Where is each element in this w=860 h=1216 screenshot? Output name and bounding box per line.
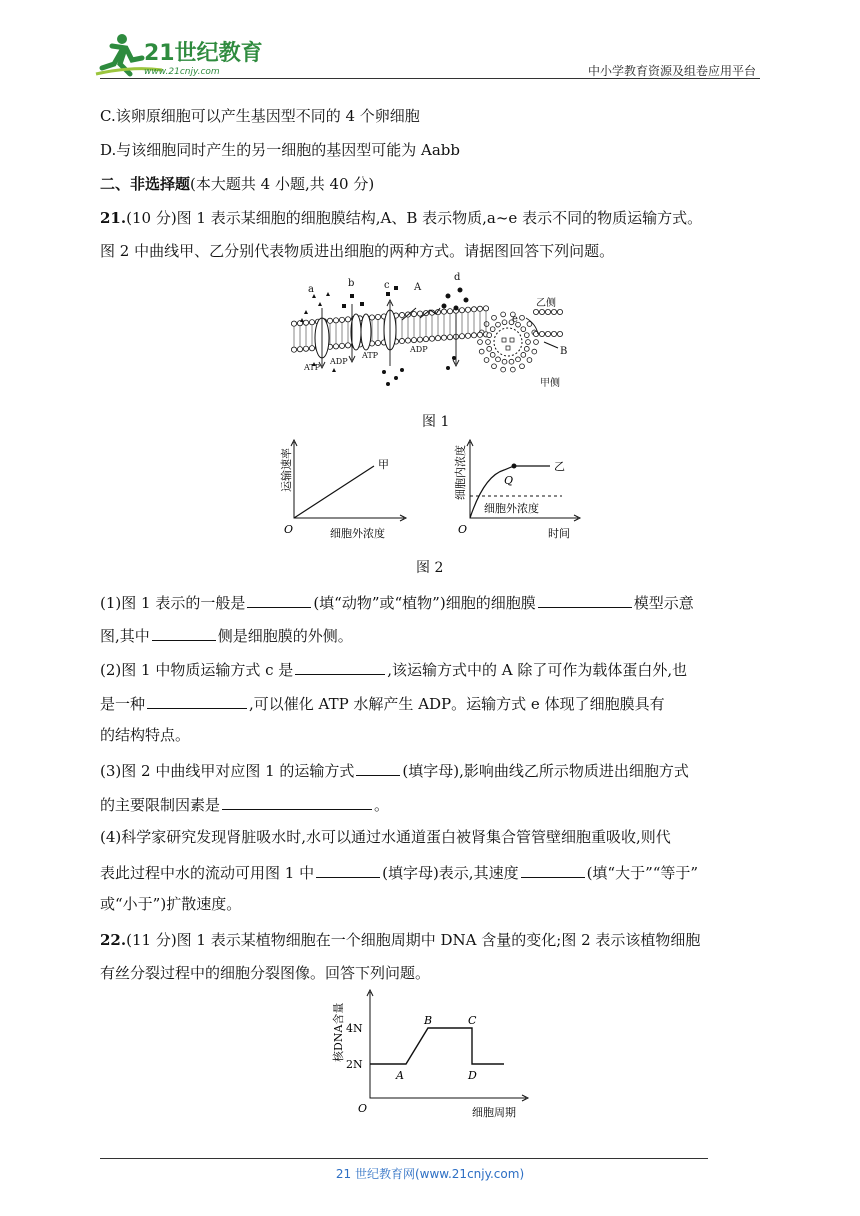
section-note: (本大题共 4 小题,共 40 分) [190, 175, 375, 193]
fig2-left-chart [278, 436, 418, 544]
q21-p3-text-d: 。 [374, 796, 390, 814]
q21-part2-line3: 的结构特点。 [100, 726, 191, 744]
q21-p1-text-e: 侧是细胞膜的外侧。 [217, 627, 353, 645]
q21-p4-text-b: 表此过程中水的流动可用图 1 中 [100, 864, 315, 882]
runner-logo-icon [92, 30, 262, 80]
fig2-right-origin: O [458, 523, 468, 536]
q21-part4-line1: (4)科学家研究发现肾脏吸水时,水可以通过水通道蛋白被肾集合管管壁细胞重吸收,则代 [100, 828, 671, 846]
point-d-label: D [468, 1069, 477, 1082]
vesicle-e [494, 328, 522, 356]
q21-part4-line2 [100, 861, 765, 883]
fig1-adp-1: ADP [330, 357, 348, 366]
q21-intro-1 [100, 208, 765, 228]
blank-6[interactable] [356, 759, 400, 776]
blank-2[interactable] [538, 591, 632, 608]
tick-2n: 2N [346, 1058, 363, 1071]
fig2-left-ylabel: 运输速率 [280, 448, 293, 492]
q22-ylabel: 核DNA含量 [332, 1002, 345, 1062]
fig2-left-xlabel: 细胞外浓度 [330, 527, 385, 540]
fig1-label-jia: 甲侧 [540, 378, 560, 389]
channel-b1 [351, 314, 361, 350]
fig1-atp-1: ATP [304, 363, 321, 372]
q22-origin: O [358, 1102, 368, 1115]
q21-p1-text-d: 图,其中 [100, 627, 150, 645]
fig2-left-curve-label: 甲 [378, 458, 389, 471]
section-title: 二、非选择题 [100, 175, 191, 193]
q21-part3-line1 [100, 759, 765, 781]
q21-intro-text-1: (10 分)图 1 表示某细胞的细胞膜结构,A、B 表示物质,a~e 表示不同的物质运输方式。 [126, 209, 703, 227]
q21-number: 21. [100, 209, 127, 227]
blank-3[interactable] [152, 624, 216, 641]
q21-p4-text-c: (填字母)表示,其速度 [382, 864, 519, 882]
q22-xlabel: 细胞周期 [472, 1106, 516, 1119]
point-a-label: A [396, 1069, 404, 1082]
fig1-atp-2: ATP [362, 351, 379, 360]
fig1-caption: 图 1 [422, 414, 450, 430]
fig2-right-dashed-label: 细胞外浓度 [484, 502, 539, 515]
q21-p1-text-b: (填“动物”或“植物”)细胞的细胞膜 [313, 594, 536, 612]
fig1-label-d: d [454, 272, 461, 283]
blank-4[interactable] [295, 658, 385, 675]
point-b-label: B [424, 1014, 433, 1027]
q21-part4-line3: 或“小于”)扩散速度。 [100, 895, 242, 913]
fig2-right-ylabel: 细胞内浓度 [454, 445, 467, 500]
fig2-right-curve-label: 乙 [554, 460, 565, 473]
fig1-label-yi: 乙侧 [536, 298, 556, 309]
q21-p3-text-c: 的主要限制因素是 [100, 796, 221, 814]
channel-b2 [361, 314, 371, 350]
q21-intro-2: 图 2 中曲线甲、乙分别代表物质进出细胞的两种方式。请据图回答下列问题。 [100, 242, 615, 260]
q22-intro-2: 有丝分裂过程中的细胞分裂图像。回答下列问题。 [100, 964, 431, 982]
fig2-right-chart [450, 436, 590, 544]
q21-p3-text-b: (填字母),影响曲线乙所示物质进出细胞方式 [402, 762, 689, 780]
q21-p2-text-d: ,可以催化 ATP 水解产生 ADP。运输方式 e 体现了细胞膜具有 [249, 695, 665, 713]
fig1-adp-2: ADP [410, 345, 428, 354]
header-divider [100, 78, 760, 79]
blank-9[interactable] [521, 861, 585, 878]
section-heading [100, 174, 765, 194]
q21-part1-line2 [100, 624, 765, 646]
option-c: C.该卵原细胞可以产生基因型不同的 4 个卵细胞 [100, 107, 420, 125]
point-c-label: C [468, 1014, 477, 1027]
platform-name: 中小学教育资源及组卷应用平台 [587, 64, 756, 78]
q22-number: 22. [100, 931, 127, 949]
site-logo[interactable] [92, 30, 262, 80]
q21-p1-text-c: 模型示意 [633, 594, 694, 612]
fig1-label-B: B [560, 346, 568, 357]
q21-p3-text-a: (3)图 2 中曲线甲对应图 1 的运输方式 [100, 762, 355, 780]
membrane-diagram [290, 268, 590, 396]
q21-part3-line2 [100, 793, 765, 815]
q21-part2-line2 [100, 692, 765, 714]
q22-intro-text-1: (11 分)图 1 表示某植物细胞在一个细胞周期中 DNA 含量的变化;图 2 表示该植物细胞 [126, 931, 701, 949]
q22-intro-1 [100, 930, 765, 950]
fig1-label-c: c [384, 280, 390, 291]
fig1-label-a: a [308, 284, 314, 295]
fig1-label-b: b [348, 278, 355, 289]
q21-p2-text-b: ,该运输方式中的 A 除了可作为载体蛋白外,也 [387, 661, 688, 679]
tick-4n: 4N [346, 1022, 363, 1035]
footer-divider [100, 1158, 708, 1159]
fig1-label-e: e [512, 314, 518, 325]
logo-title: 21世纪教育 [144, 41, 262, 66]
fig2-left-origin: O [284, 523, 294, 536]
q21-p1-text-a: (1)图 1 表示的一般是 [100, 594, 246, 612]
blank-8[interactable] [316, 861, 380, 878]
curve-jia [294, 466, 374, 518]
fig1-label-A: A [414, 282, 422, 293]
option-d: D.与该细胞同时产生的另一细胞的基因型可能为 Aabb [100, 141, 461, 159]
fig2-right-point-label: Q [504, 474, 514, 487]
q21-part2-line1 [100, 658, 765, 680]
footer-link[interactable]: 21 世纪教育网(www.21cnjy.com) [335, 1167, 525, 1181]
blank-1[interactable] [247, 591, 311, 608]
q21-p4-text-d: (填“大于”“等于” [586, 864, 699, 882]
logo-url: www.21cnjy.com [144, 67, 220, 77]
q21-p2-text-a: (2)图 1 中物质运输方式 c 是 [100, 661, 294, 679]
q22-dna-chart [330, 986, 530, 1120]
point-q [512, 464, 517, 469]
blank-7[interactable] [222, 793, 372, 810]
fig2-right-xlabel: 时间 [548, 527, 570, 540]
dna-curve [370, 1028, 504, 1064]
blank-5[interactable] [147, 692, 247, 709]
q21-p2-text-c: 是一种 [100, 695, 146, 713]
transport-arrows [319, 300, 538, 368]
fig2-caption: 图 2 [416, 560, 444, 576]
q21-part1-line1 [100, 591, 765, 613]
